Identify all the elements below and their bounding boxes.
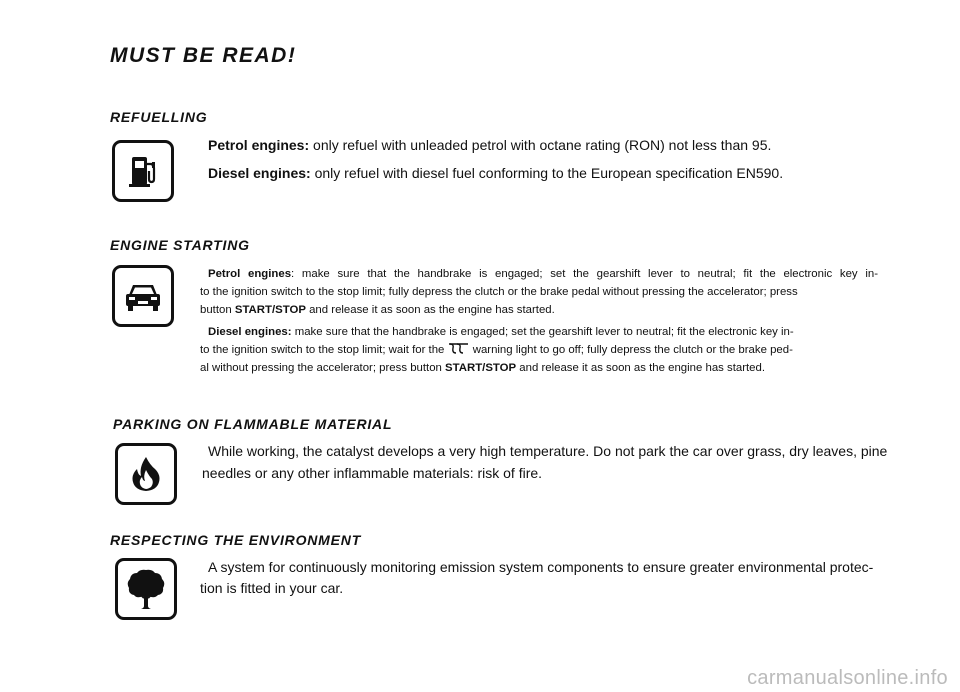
parking-line-2: needles or any other inflammable materials: risk of fire. bbox=[202, 465, 543, 481]
engine-petrol-paragraph bbox=[200, 265, 878, 319]
section-heading-refuelling: REFUELLING bbox=[110, 109, 208, 125]
flame-icon bbox=[128, 454, 164, 494]
environment-line-2: tion is fitted in your car. bbox=[200, 580, 344, 596]
petrol-text: only refuel with unleaded petrol with octane rating (RON) not less than 95. bbox=[309, 137, 772, 153]
engine-petrol-line-1: : make sure that the handbrake is engaged; set the gearshift lever to neutral; fit the electronic key in- bbox=[291, 268, 878, 280]
engine-diesel-line-2: to the ignition switch to the stop limit; wait for the warning light to go off; fully depress the clutch or the brake ped- bbox=[200, 344, 793, 356]
section-heading-parking: PARKING ON FLAMMABLE MATERIAL bbox=[113, 416, 393, 432]
environment-icon-box bbox=[115, 558, 177, 620]
glow-plug-icon bbox=[448, 343, 470, 354]
start-stop-label-2: START/STOP bbox=[445, 362, 517, 374]
engine-petrol-line-3: button START/STOP and release it as soon as the engine has started. bbox=[200, 304, 555, 316]
refuelling-petrol-line bbox=[208, 134, 771, 157]
section-heading-engine-starting: ENGINE STARTING bbox=[110, 237, 250, 253]
petrol-label: Petrol engines: bbox=[208, 137, 310, 153]
diesel-label: Diesel engines: bbox=[208, 165, 311, 181]
engine-petrol-label: Petrol engines bbox=[208, 268, 292, 280]
car-front-icon bbox=[121, 276, 165, 316]
environment-line-1: A system for continuously monitoring emission system components to ensure greater environmental protec- bbox=[208, 559, 874, 575]
fuel-pump-icon bbox=[123, 151, 163, 191]
engine-diesel-paragraph bbox=[200, 323, 878, 377]
engine-diesel-label: Diesel engines: bbox=[208, 326, 292, 338]
engine-starting-icon-box bbox=[112, 265, 174, 327]
engine-petrol-line-2: to the ignition switch to the stop limit; fully depress the clutch or the brake pedal without pressing the accelerator; press bbox=[200, 286, 798, 298]
page-title: MUST BE READ! bbox=[110, 44, 297, 67]
engine-diesel-line-3: al without pressing the accelerator; press button START/STOP and release it as soon as the engine has started. bbox=[200, 362, 765, 374]
refuelling-diesel-line bbox=[208, 162, 783, 185]
tree-icon bbox=[125, 567, 167, 611]
parking-icon-box bbox=[115, 443, 177, 505]
watermark: carmanualsonline.info bbox=[747, 667, 948, 689]
refuelling-icon-box bbox=[112, 140, 174, 202]
engine-diesel-line-1: make sure that the handbrake is engaged; set the gearshift lever to neutral; fit the electronic key in- bbox=[291, 326, 794, 338]
start-stop-label: START/STOP bbox=[234, 304, 306, 316]
section-heading-environment: RESPECTING THE ENVIRONMENT bbox=[110, 532, 362, 548]
diesel-text: only refuel with diesel fuel conforming to the European specification EN590. bbox=[310, 165, 784, 181]
parking-line-1: While working, the catalyst develops a very high temperature. Do not park the car over grass, dry leaves, pine bbox=[208, 443, 888, 459]
